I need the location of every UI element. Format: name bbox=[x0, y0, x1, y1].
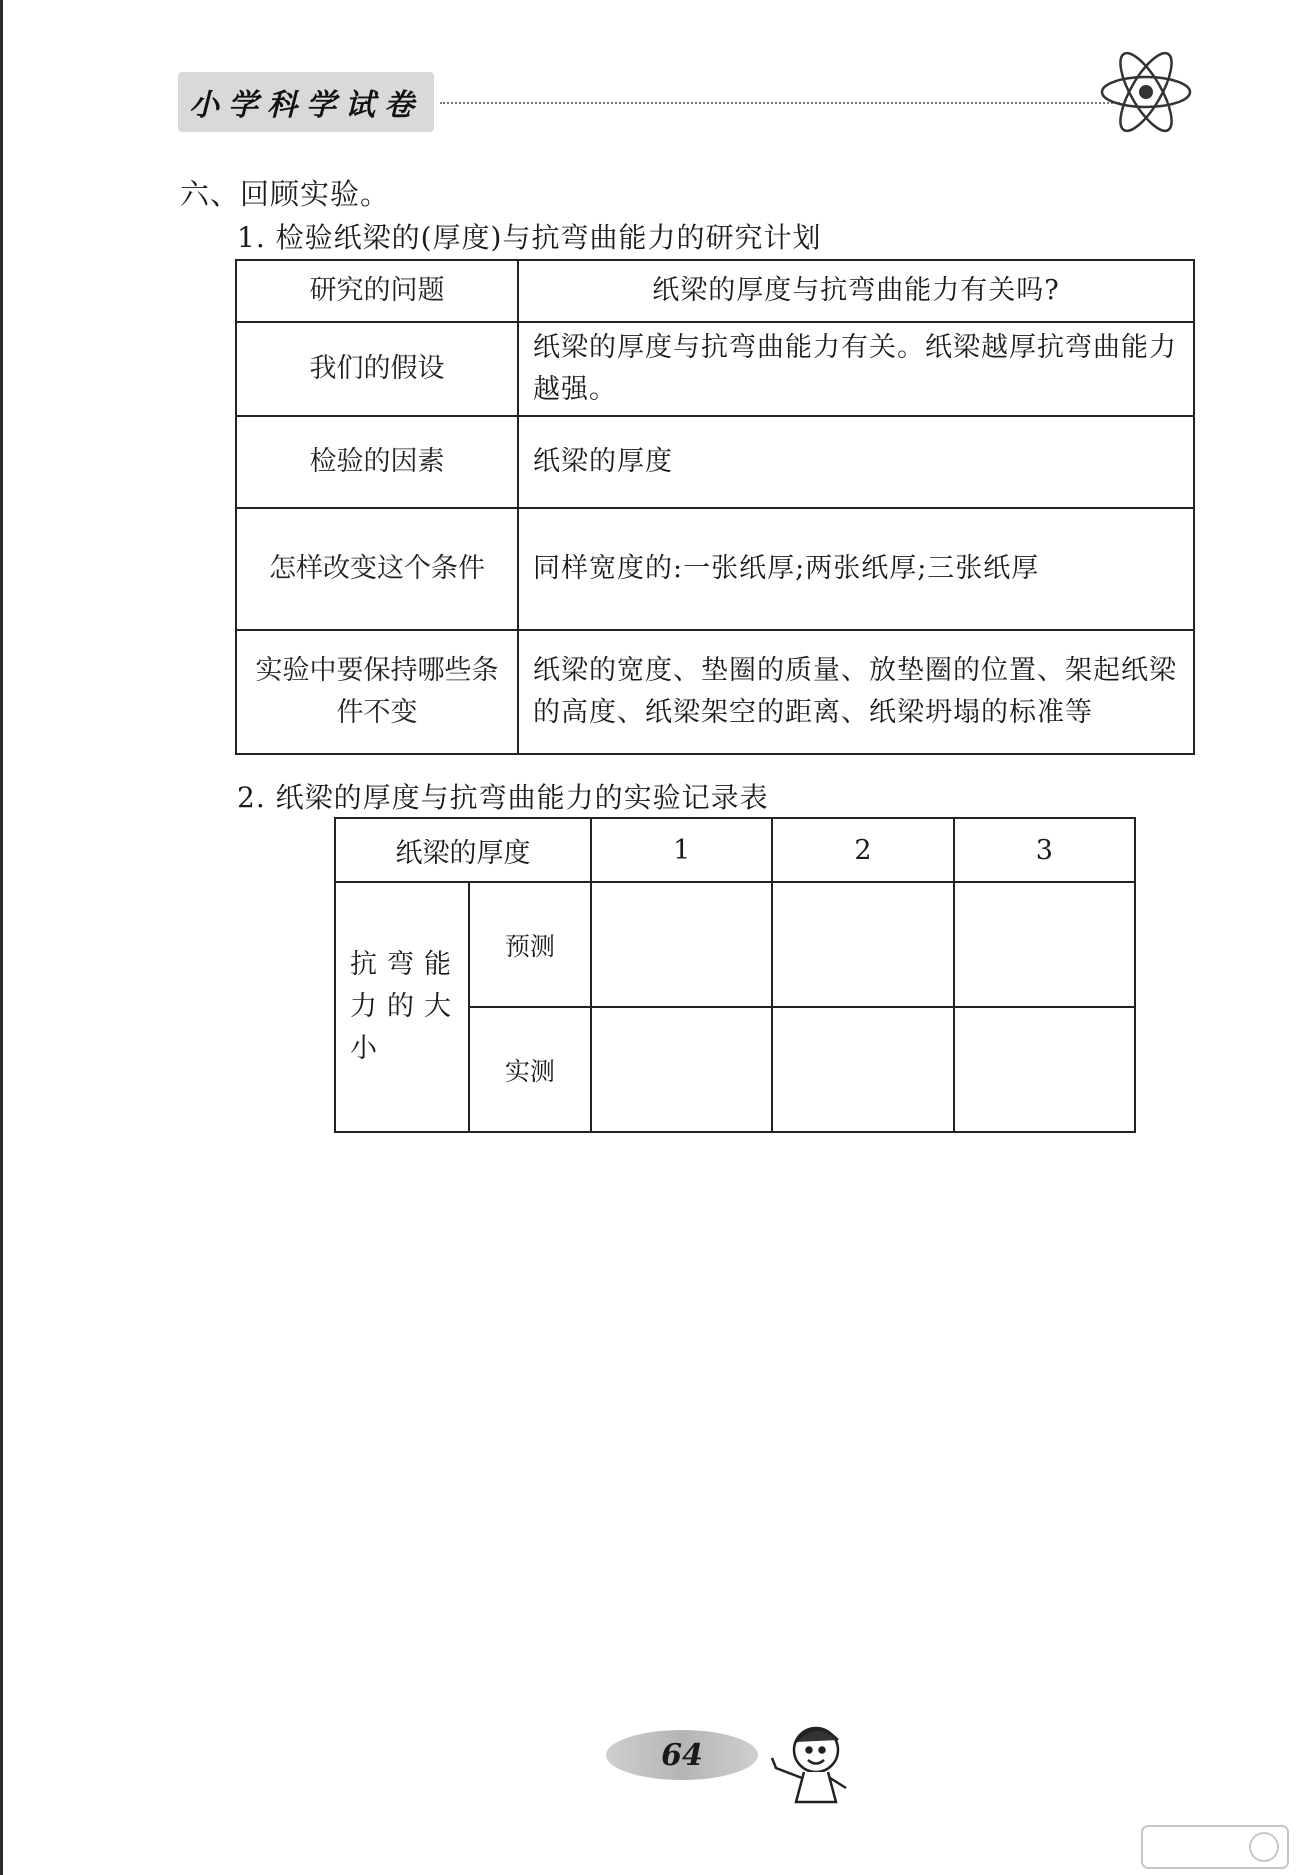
page-edge bbox=[0, 0, 3, 1875]
row-label: 实测 bbox=[469, 1007, 591, 1132]
column-header: 3 bbox=[954, 818, 1135, 882]
answer-cell[interactable] bbox=[591, 882, 772, 1007]
answer-cell[interactable] bbox=[954, 882, 1135, 1007]
section-title: 六、回顾实验。 bbox=[180, 177, 391, 211]
row-label: 预测 bbox=[469, 882, 591, 1007]
research-plan-table bbox=[235, 259, 1195, 755]
answer-cell[interactable] bbox=[772, 882, 953, 1007]
row-value: 纸梁的厚度与抗弯曲能力有关。纸梁越厚抗弯曲能力越强。 bbox=[518, 322, 1194, 416]
table-row bbox=[236, 416, 1194, 508]
experiment-record-table bbox=[334, 817, 1136, 1133]
row-value: 纸梁的厚度 bbox=[518, 416, 1194, 508]
row-label: 检验的因素 bbox=[236, 416, 518, 508]
row-label: 研究的问题 bbox=[236, 260, 518, 322]
boy-waving-icon bbox=[766, 1712, 856, 1812]
table-row bbox=[335, 882, 1135, 1007]
answer-cell[interactable] bbox=[591, 1007, 772, 1132]
header-divider bbox=[440, 102, 1120, 104]
row-label: 我们的假设 bbox=[236, 322, 518, 416]
answer-cell[interactable] bbox=[772, 1007, 953, 1132]
record-title: 2. 纸梁的厚度与抗弯曲能力的实验记录表 bbox=[237, 781, 769, 814]
page-number: 64 bbox=[606, 1730, 758, 1780]
group-label: 抗弯能力的大小 bbox=[335, 882, 469, 1132]
thickness-header: 纸梁的厚度 bbox=[335, 818, 591, 882]
row-value: 纸梁的厚度与抗弯曲能力有关吗? bbox=[518, 260, 1194, 322]
series-title: 小学科学试卷 bbox=[178, 72, 434, 132]
table-row bbox=[236, 322, 1194, 416]
table-row bbox=[236, 508, 1194, 630]
watermark-icon bbox=[1140, 1822, 1290, 1872]
column-header: 2 bbox=[772, 818, 953, 882]
table-header-row bbox=[335, 818, 1135, 882]
table-row bbox=[236, 630, 1194, 754]
column-header: 1 bbox=[591, 818, 772, 882]
row-label: 怎样改变这个条件 bbox=[236, 508, 518, 630]
table-row bbox=[236, 260, 1194, 322]
row-value: 同样宽度的:一张纸厚;两张纸厚;三张纸厚 bbox=[518, 508, 1194, 630]
plan-title: 1. 检验纸梁的(厚度)与抗弯曲能力的研究计划 bbox=[237, 221, 822, 254]
row-value: 纸梁的宽度、垫圈的质量、放垫圈的位置、架起纸梁的高度、纸梁架空的距离、纸梁坍塌的标准等 bbox=[518, 630, 1194, 754]
atom-icon bbox=[1098, 44, 1194, 140]
answer-cell[interactable] bbox=[954, 1007, 1135, 1132]
row-label: 实验中要保持哪些条件不变 bbox=[236, 630, 518, 754]
